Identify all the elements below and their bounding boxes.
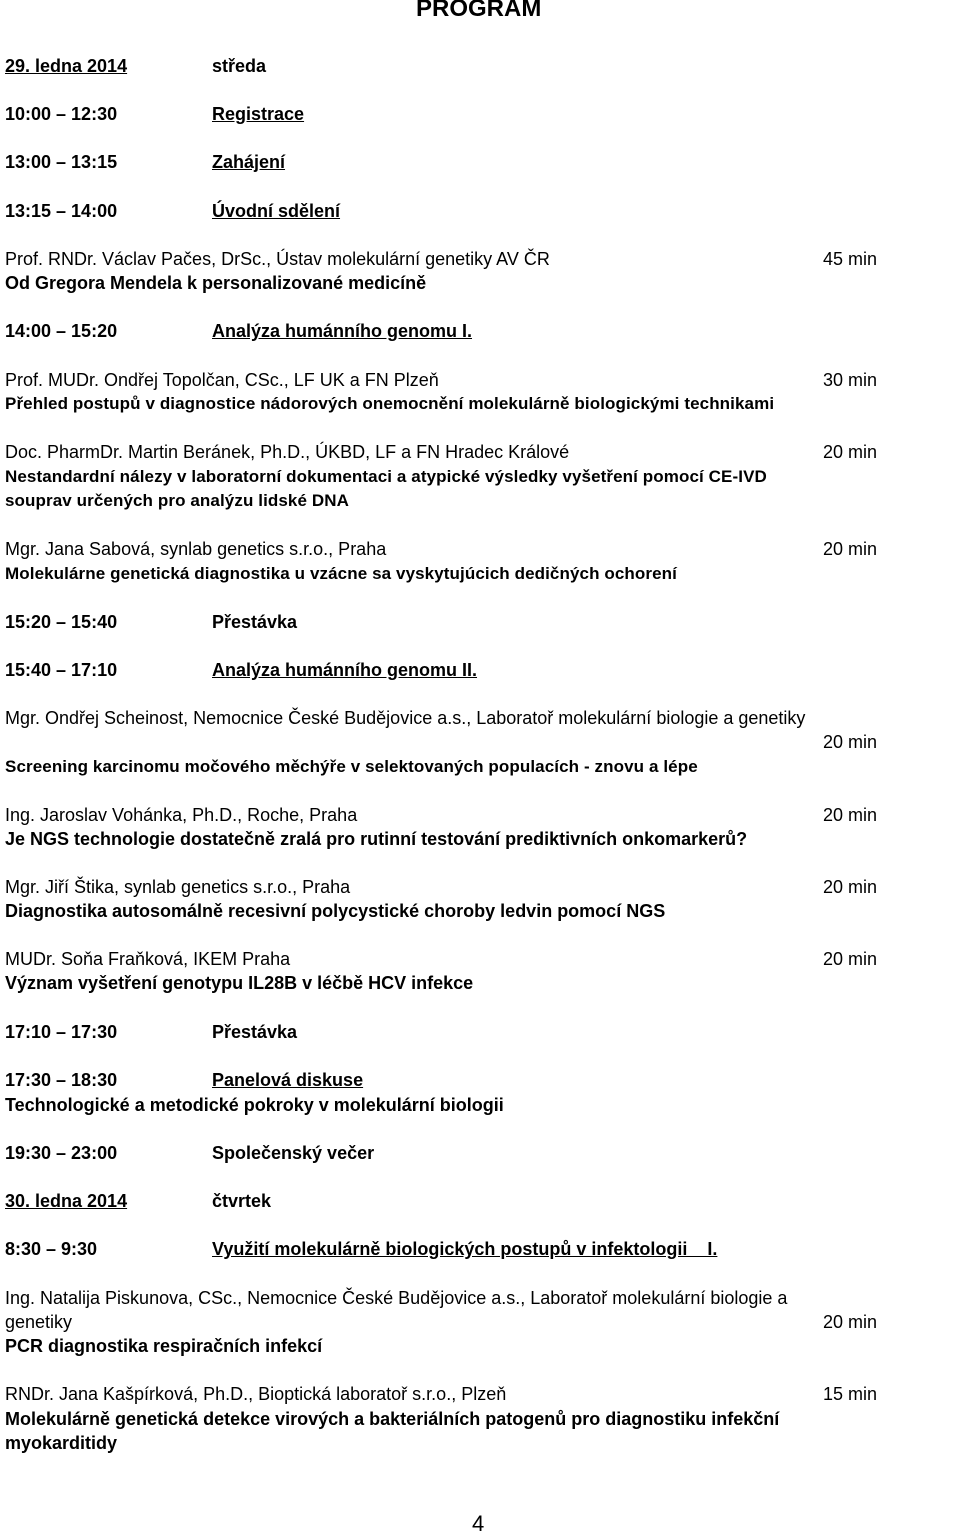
beranek-duration: 20 min bbox=[823, 442, 878, 462]
analyza1-label: Analýza humánního genomu I. bbox=[212, 321, 473, 341]
zahajeni-label: Zahájení bbox=[212, 152, 286, 172]
panel-subtitle: Technologické a metodické pokroky v molekulární biologii bbox=[5, 1095, 504, 1115]
analyza2-time: 15:40 – 17:10 bbox=[5, 660, 118, 680]
kaspirkova-title-line1: Molekulárně genetická detekce virových a bakteriálních patogenů pro diagnostiku infekční bbox=[5, 1409, 780, 1429]
day1-weekday: středa bbox=[212, 56, 267, 76]
beranek-title-line2: souprav určených pro analýzu lidské DNA bbox=[5, 491, 349, 510]
paces-speaker: Prof. RNDr. Václav Pačes, DrSc., Ústav molekulární genetiky AV ČR bbox=[5, 249, 550, 269]
sabova-duration: 20 min bbox=[823, 539, 878, 559]
vohanka-title: Je NGS technologie dostatečně zralá pro rutinní testování prediktivních onkomarkerů? bbox=[5, 829, 748, 849]
frankova-title: Význam vyšetření genotypu IL28B v léčbě HCV infekce bbox=[5, 973, 474, 993]
kaspirkova-title-line2: myokarditidy bbox=[5, 1433, 118, 1453]
day2-weekday: čtvrtek bbox=[212, 1191, 272, 1211]
paces-title: Od Gregora Mendela k personalizované medicíně bbox=[5, 273, 427, 293]
piskunova-title: PCR diagnostika respiračních infekcí bbox=[5, 1336, 323, 1356]
panel-time: 17:30 – 18:30 bbox=[5, 1070, 118, 1090]
prestavka2-label: Přestávka bbox=[212, 1022, 298, 1042]
frankova-speaker: MUDr. Soňa Fraňková, IKEM Praha bbox=[5, 949, 291, 969]
page-number: 4 bbox=[472, 1511, 485, 1536]
vohanka-speaker: Ing. Jaroslav Vohánka, Ph.D., Roche, Praha bbox=[5, 805, 358, 825]
beranek-title-line1: Nestandardní nálezy v laboratorní dokumentaci a atypické výsledky vyšetření pomocí CE-IVD bbox=[5, 467, 767, 486]
vecer-label: Společenský večer bbox=[212, 1143, 375, 1163]
page-title: PROGRAM bbox=[416, 0, 542, 22]
topolcan-speaker: Prof. MUDr. Ondřej Topolčan, CSc., LF UK a FN Plzeň bbox=[5, 370, 439, 390]
stika-title: Diagnostika autosomálně recesivní polycystické choroby ledvin pomocí NGS bbox=[5, 901, 666, 921]
analyza1-time: 14:00 – 15:20 bbox=[5, 321, 118, 341]
prestavka2-time: 17:10 – 17:30 bbox=[5, 1022, 118, 1042]
day1-date: 29. ledna 2014 bbox=[5, 56, 128, 76]
uvodni-time: 13:15 – 14:00 bbox=[5, 201, 118, 221]
paces-duration: 45 min bbox=[823, 249, 878, 269]
piskunova-speaker-line2: genetiky bbox=[5, 1312, 73, 1332]
sabova-speaker: Mgr. Jana Sabová, synlab genetics s.r.o., Praha bbox=[5, 539, 387, 559]
registrace-time: 10:00 – 12:30 bbox=[5, 104, 118, 124]
sabova-title: Molekulárne genetická diagnostika u vzácne sa vyskytujúcich dedičných ochorení bbox=[5, 564, 677, 583]
frankova-duration: 20 min bbox=[823, 949, 878, 969]
vohanka-duration: 20 min bbox=[823, 805, 878, 825]
stika-speaker: Mgr. Jiří Štika, synlab genetics s.r.o., Praha bbox=[5, 877, 351, 897]
prestavka1-label: Přestávka bbox=[212, 612, 298, 632]
day2-date: 30. ledna 2014 bbox=[5, 1191, 128, 1211]
piskunova-speaker-line1: Ing. Natalija Piskunova, CSc., Nemocnice České Budějovice a.s., Laboratoř molekulární biologie a bbox=[5, 1288, 788, 1308]
infekto-time: 8:30 – 9:30 bbox=[5, 1239, 98, 1259]
kaspirkova-speaker: RNDr. Jana Kašpírková, Ph.D., Bioptická laboratoř s.r.o., Plzeň bbox=[5, 1384, 507, 1404]
analyza2-label: Analýza humánního genomu II. bbox=[212, 660, 478, 680]
topolcan-duration: 30 min bbox=[823, 370, 878, 390]
topolcan-title: Přehled postupů v diagnostice nádorových onemocnění molekulárně biologickými technikami bbox=[5, 394, 775, 413]
beranek-speaker: Doc. PharmDr. Martin Beránek, Ph.D., ÚKBD, LF a FN Hradec Králové bbox=[5, 442, 570, 462]
panel-label: Panelová diskuse bbox=[212, 1070, 364, 1090]
stika-duration: 20 min bbox=[823, 877, 878, 897]
scheinost-duration: 20 min bbox=[823, 732, 878, 752]
piskunova-duration: 20 min bbox=[823, 1312, 878, 1332]
infekto-label: Využití molekulárně biologických postupů v infektologii I. bbox=[212, 1239, 718, 1259]
zahajeni-time: 13:00 – 13:15 bbox=[5, 152, 118, 172]
scheinost-title: Screening karcinomu močového měchýře v selektovaných populacích - znovu a lépe bbox=[5, 757, 698, 776]
vecer-time: 19:30 – 23:00 bbox=[5, 1143, 118, 1163]
kaspirkova-duration: 15 min bbox=[823, 1384, 878, 1404]
scheinost-speaker: Mgr. Ondřej Scheinost, Nemocnice České Budějovice a.s., Laboratoř molekulární biologie a genetiky bbox=[5, 708, 806, 728]
uvodni-label: Úvodní sdělení bbox=[212, 201, 341, 221]
prestavka1-time: 15:20 – 15:40 bbox=[5, 612, 118, 632]
registrace-label: Registrace bbox=[212, 104, 305, 124]
